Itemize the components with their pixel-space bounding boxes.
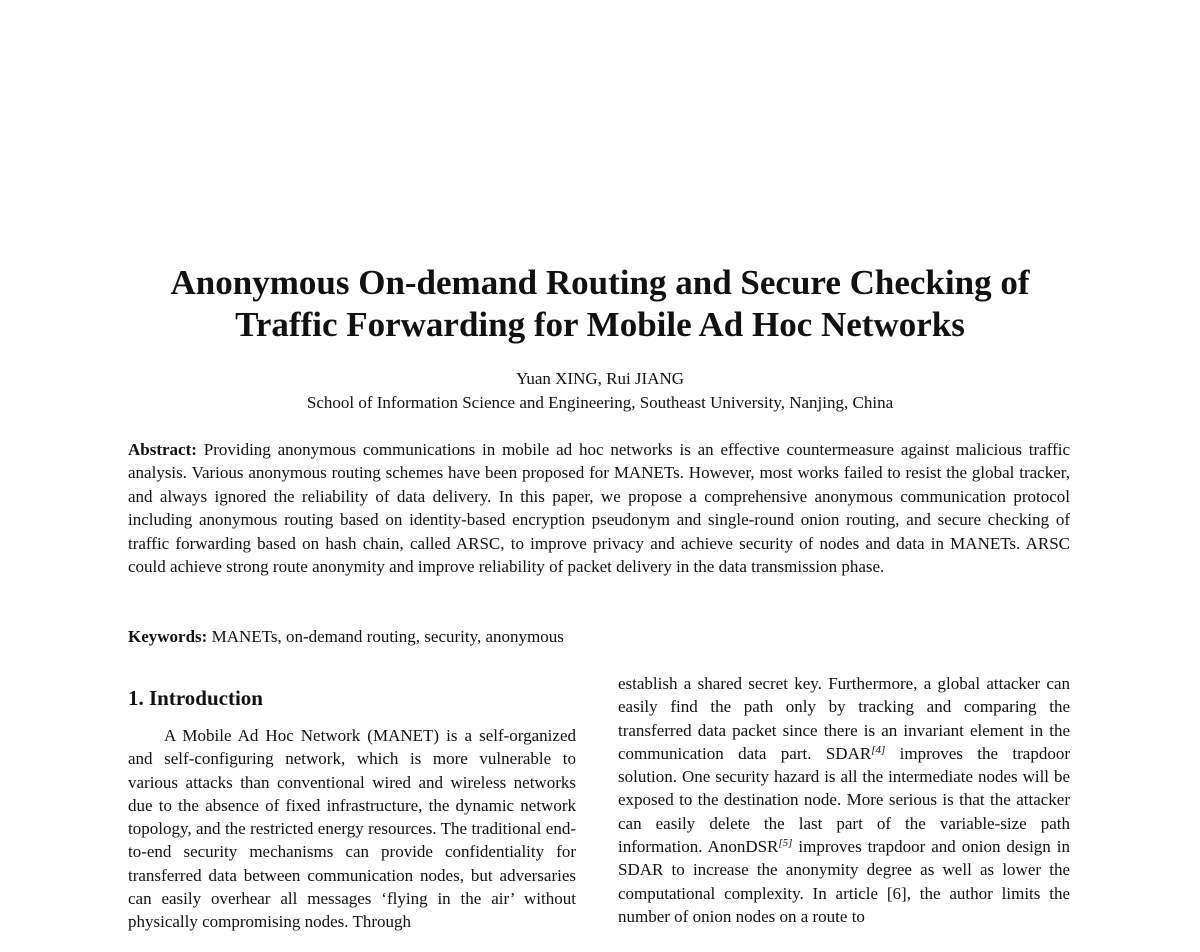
keywords-text: MANETs, on-demand routing, security, anonymous: [211, 627, 564, 646]
abstract-text: Providing anonymous communications in mobile ad hoc networks is an effective countermeasure against malicious traffic analysis. Various anonymous routing schemes have been proposed for MANETs. However, most works failed to resist the global tracker, and always ignored the reliability of data delivery. In this paper, we propose a comprehensive anonymous communication protocol including anonymous routing based on identity-based encryption pseudonym and single-round onion routing, and secure checking of traffic forwarding based on hash chain, called ARSC, to improve privacy and achieve security of nodes and data in MANETs. ARSC could achieve strong route anonymity and improve reliability of packet delivery in the data transmission phase.: [128, 440, 1070, 577]
right-column-text-2: improves the trapdoor solution. One security hazard is all the intermediate nodes will be exposed to the destination node. More serious is that the attacker can easily delete the last part of the variable-size path information. AnonDSR: [618, 743, 1070, 857]
abstract-label: Abstract:: [128, 440, 197, 459]
title-line-2: Traffic Forwarding for Mobile Ad Hoc Networks: [235, 305, 965, 344]
right-column-text-3: improves trapdoor and onion design in SDAR to increase the anonymity degree as well as lower the computational complexity. In article [6], the author limits the number of onion nodes on a route to: [618, 837, 1070, 926]
introduction-left-column: A Mobile Ad Hoc Network (MANET) is a self-organized and self-configuring network, which is more vulnerable to various attacks than conventional wired and wireless networks due to the absence of fixed infrastructure, the dynamic network topology, and the restricted energy resources. The traditional end-to-end security mechanisms can provide confidentiality for transferred data between communication nodes, but adversaries can easily overhear all messages ‘flying in the air’ without physically compromising nodes. Through: [128, 726, 576, 932]
title-line-1: Anonymous On-demand Routing and Secure Checking of: [170, 263, 1030, 302]
right-column-text-1: establish a shared secret key. Furthermore, a global attacker can easily find the path only by tracking and comparing the transferred data packet since there is an invariant element in the communication data part. SDAR: [618, 674, 1070, 763]
citation-ref-5: [5]: [778, 837, 793, 850]
authors: Yuan XING, Rui JIANG: [515, 369, 685, 388]
citation-ref-4: [4]: [871, 743, 886, 756]
keywords-label: Keywords:: [128, 627, 208, 646]
keywords: [128, 625, 1070, 648]
introduction-right-column: [618, 672, 1070, 928]
section-heading-introduction: 1. Introduction: [128, 686, 263, 710]
abstract: [128, 438, 1070, 578]
affiliation: School of Information Science and Engineering, Southeast University, Nanjing, China: [306, 393, 894, 412]
paper-title: [100, 262, 1100, 346]
